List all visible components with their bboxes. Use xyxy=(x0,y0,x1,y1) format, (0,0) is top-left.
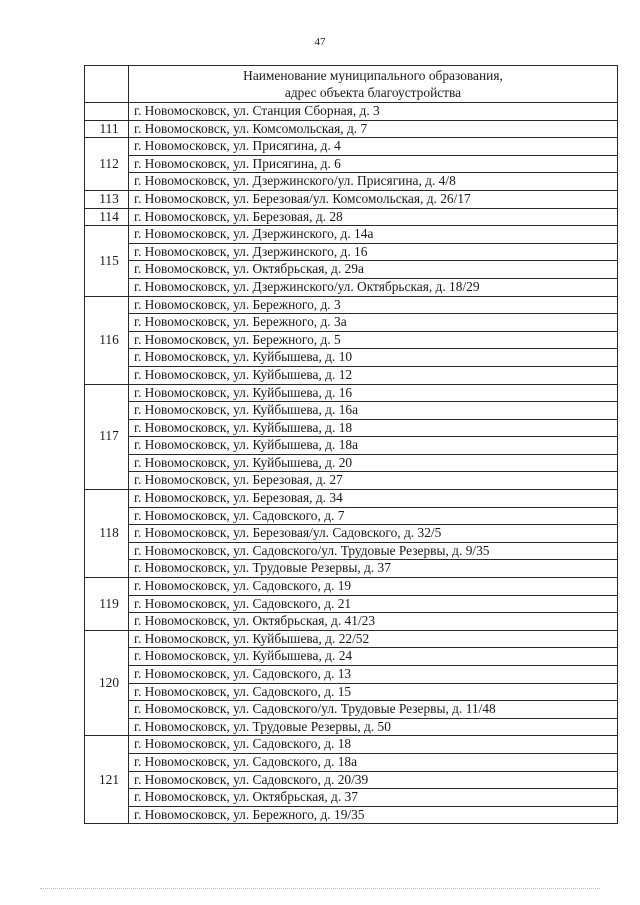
table-row xyxy=(85,331,618,349)
header-title-line2: адрес объекта благоустройства xyxy=(284,85,462,100)
address-table xyxy=(84,65,618,824)
group-number: 115 xyxy=(85,226,129,296)
table-row xyxy=(85,454,618,472)
address-column-header xyxy=(129,66,618,103)
address-cell: г. Новомосковск, ул. Куйбышева, д. 18а xyxy=(129,437,618,455)
table-row xyxy=(85,666,618,684)
table-row xyxy=(85,542,618,560)
address-cell: г. Новомосковск, ул. Трудовые Резервы, д. 37 xyxy=(129,560,618,578)
table-row xyxy=(85,296,618,314)
address-cell: г. Новомосковск, ул. Трудовые Резервы, д. 50 xyxy=(129,718,618,736)
address-cell: г. Новомосковск, ул. Куйбышева, д. 20 xyxy=(129,454,618,472)
address-cell: г. Новомосковск, ул. Куйбышева, д. 12 xyxy=(129,366,618,384)
address-cell: г. Новомосковск, ул. Комсомольская, д. 7 xyxy=(129,120,618,138)
group-number: 119 xyxy=(85,578,129,631)
page-number: 47 xyxy=(314,36,326,48)
address-cell: г. Новомосковск, ул. Октябрьская, д. 37 xyxy=(129,789,618,807)
table-row xyxy=(85,261,618,279)
table-row xyxy=(85,648,618,666)
group-number: 112 xyxy=(85,138,129,191)
address-cell: г. Новомосковск, ул. Дзержинского/ул. Октябрьская, д. 18/29 xyxy=(129,278,618,296)
group-number: 118 xyxy=(85,490,129,578)
table-row xyxy=(85,366,618,384)
group-number: 114 xyxy=(85,208,129,226)
address-cell: г. Новомосковск, ул. Березовая, д. 28 xyxy=(129,208,618,226)
address-cell: г. Новомосковск, ул. Станция Сборная, д. 3 xyxy=(129,103,618,121)
address-cell: г. Новомосковск, ул. Березовая, д. 34 xyxy=(129,490,618,508)
address-cell: г. Новомосковск, ул. Октябрьская, д. 41/23 xyxy=(129,613,618,631)
table-row xyxy=(85,138,618,156)
address-cell: г. Новомосковск, ул. Садовского, д. 20/39 xyxy=(129,771,618,789)
address-cell: г. Новомосковск, ул. Садовского, д. 7 xyxy=(129,507,618,525)
group-number: 113 xyxy=(85,190,129,208)
table-row xyxy=(85,525,618,543)
address-cell: г. Новомосковск, ул. Куйбышева, д. 24 xyxy=(129,648,618,666)
table-row xyxy=(85,613,618,631)
table-row xyxy=(85,190,618,208)
table-row xyxy=(85,208,618,226)
address-cell: г. Новомосковск, ул. Бережного, д. 3 xyxy=(129,296,618,314)
address-cell: г. Новомосковск, ул. Октябрьская, д. 29а xyxy=(129,261,618,279)
table-row xyxy=(85,560,618,578)
table-body xyxy=(85,103,618,824)
address-cell: г. Новомосковск, ул. Березовая/ул. Комсомольская, д. 26/17 xyxy=(129,190,618,208)
table-row xyxy=(85,402,618,420)
address-cell: г. Новомосковск, ул. Бережного, д. 5 xyxy=(129,331,618,349)
address-cell: г. Новомосковск, ул. Дзержинского, д. 16 xyxy=(129,243,618,261)
number-column-header xyxy=(85,66,129,103)
table-row xyxy=(85,103,618,121)
address-cell: г. Новомосковск, ул. Куйбышева, д. 10 xyxy=(129,349,618,367)
table-header-row xyxy=(85,66,618,103)
table-row xyxy=(85,507,618,525)
table-row xyxy=(85,578,618,596)
address-cell: г. Новомосковск, ул. Садовского/ул. Трудовые Резервы, д. 9/35 xyxy=(129,542,618,560)
address-cell: г. Новомосковск, ул. Садовского, д. 21 xyxy=(129,595,618,613)
address-cell: г. Новомосковск, ул. Присягина, д. 4 xyxy=(129,138,618,156)
table-row xyxy=(85,243,618,261)
address-cell: г. Новомосковск, ул. Садовского/ул. Трудовые Резервы, д. 11/48 xyxy=(129,701,618,719)
table-row xyxy=(85,173,618,191)
address-cell: г. Новомосковск, ул. Дзержинского, д. 14а xyxy=(129,226,618,244)
table-row xyxy=(85,490,618,508)
address-cell: г. Новомосковск, ул. Бережного, д. 3а xyxy=(129,314,618,332)
table-row xyxy=(85,683,618,701)
table-row xyxy=(85,226,618,244)
table-row xyxy=(85,120,618,138)
group-number: 121 xyxy=(85,736,129,824)
address-cell: г. Новомосковск, ул. Березовая/ул. Садовского, д. 32/5 xyxy=(129,525,618,543)
table-row xyxy=(85,314,618,332)
table-row xyxy=(85,384,618,402)
address-cell: г. Новомосковск, ул. Куйбышева, д. 16а xyxy=(129,402,618,420)
table-row xyxy=(85,736,618,754)
group-number: 117 xyxy=(85,384,129,490)
address-cell: г. Новомосковск, ул. Садовского, д. 18 xyxy=(129,736,618,754)
table-row xyxy=(85,419,618,437)
address-cell: г. Новомосковск, ул. Куйбышева, д. 22/52 xyxy=(129,630,618,648)
table-row xyxy=(85,437,618,455)
address-cell: г. Новомосковск, ул. Куйбышева, д. 16 xyxy=(129,384,618,402)
group-number xyxy=(85,103,129,121)
table-row xyxy=(85,472,618,490)
group-number: 120 xyxy=(85,630,129,736)
table-row xyxy=(85,278,618,296)
table-row xyxy=(85,155,618,173)
address-cell: г. Новомосковск, ул. Садовского, д. 15 xyxy=(129,683,618,701)
address-cell: г. Новомосковск, ул. Березовая, д. 27 xyxy=(129,472,618,490)
header-title-line1: Наименование муниципального образования, xyxy=(243,68,503,83)
address-cell: г. Новомосковск, ул. Садовского, д. 13 xyxy=(129,666,618,684)
table-row xyxy=(85,349,618,367)
table-row xyxy=(85,753,618,771)
address-cell: г. Новомосковск, ул. Садовского, д. 18а xyxy=(129,753,618,771)
address-cell: г. Новомосковск, ул. Бережного, д. 19/35 xyxy=(129,806,618,824)
table-row xyxy=(85,595,618,613)
table-row xyxy=(85,789,618,807)
address-cell: г. Новомосковск, ул. Куйбышева, д. 18 xyxy=(129,419,618,437)
address-cell: г. Новомосковск, ул. Дзержинского/ул. Присягина, д. 4/8 xyxy=(129,173,618,191)
table-row xyxy=(85,718,618,736)
table-row xyxy=(85,630,618,648)
table-row xyxy=(85,771,618,789)
group-number: 111 xyxy=(85,120,129,138)
address-cell: г. Новомосковск, ул. Садовского, д. 19 xyxy=(129,578,618,596)
address-cell: г. Новомосковск, ул. Присягина, д. 6 xyxy=(129,155,618,173)
group-number: 116 xyxy=(85,296,129,384)
table-row xyxy=(85,806,618,824)
table-row xyxy=(85,701,618,719)
page-footer-divider xyxy=(40,888,600,890)
